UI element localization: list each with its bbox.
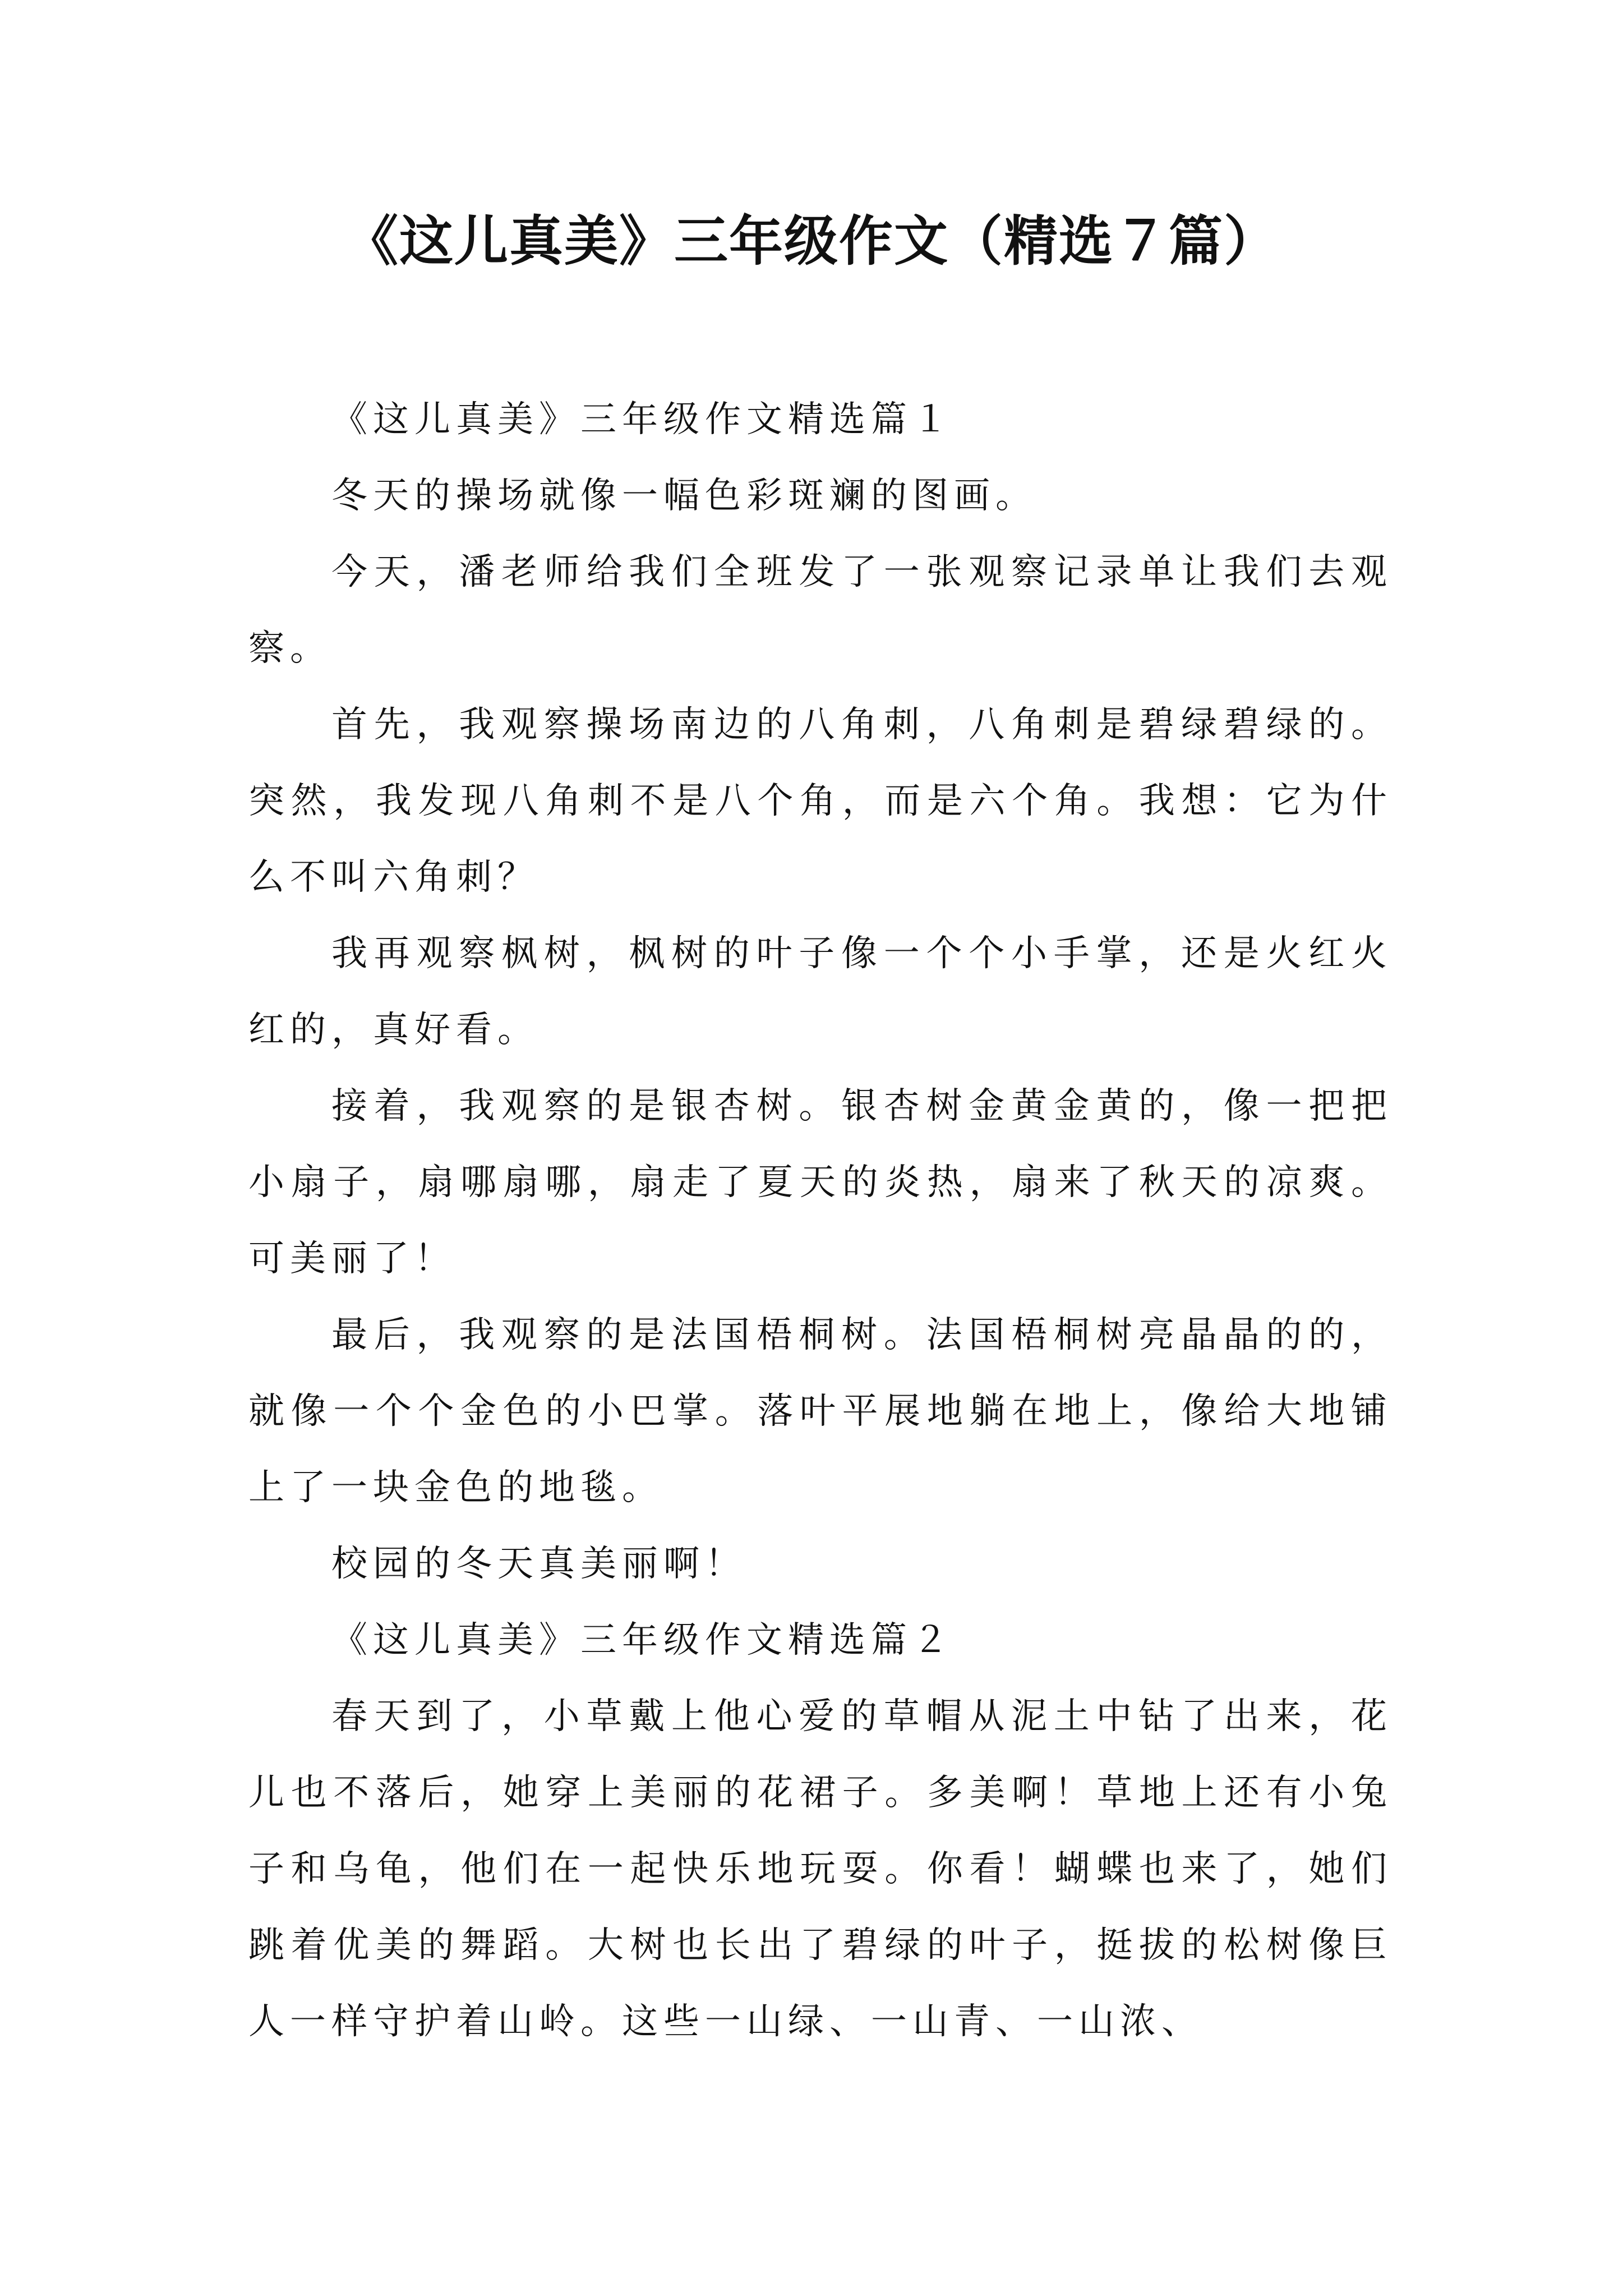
paragraph: 今天，潘老师给我们全班发了一张观察记录单让我们去观察。 [248,551,1393,669]
paragraph: 冬天的操场就像一幅色彩斑斓的图画。 [331,475,1037,517]
section-heading-2: 《这儿真美》三年级作文精选篇２ [331,1619,954,1661]
document-title: 《这儿真美》三年级作文（精选７篇） [344,209,1279,273]
paragraph: 校园的冬天真美丽啊！ [331,1543,746,1585]
paragraph: 我再观察枫树，枫树的叶子像一个个小手掌，还是火红火红的，真好看。 [248,933,1393,1051]
section-heading-1: 《这儿真美》三年级作文精选篇１ [331,399,954,440]
document-body [248,381,1393,2060]
paragraph: 最后，我观察的是法国梧桐树。法国梧桐树亮晶晶的的，就像一个个金色的小巴掌。落叶平展地躺在地上，像给大地铺上了一块金色的地毯。 [248,1314,1393,1508]
paragraph: 春天到了，小草戴上他心爱的草帽从泥土中钻了出来，花儿也不落后，她穿上美丽的花裙子。多美啊！草地上还有小兔子和乌龟，他们在一起快乐地玩耍。你看！蝴蝶也来了，她们跳着优美的舞蹈。大树也长出了碧绿的叶子，挺拔的松树像巨人一样守护着山岭。这些一山绿、一山青、一山浓、 [248,1696,1393,2042]
paragraph: 接着，我观察的是银杏树。银杏树金黄金黄的，像一把把小扇子，扇哪扇哪，扇走了夏天的炎热，扇来了秋天的凉爽。可美丽了！ [248,1085,1393,1280]
paragraph: 首先，我观察操场南边的八角刺，八角刺是碧绿碧绿的。突然，我发现八角刺不是八个角，而是六个角。我想：它为什么不叫六角刺？ [248,704,1393,898]
